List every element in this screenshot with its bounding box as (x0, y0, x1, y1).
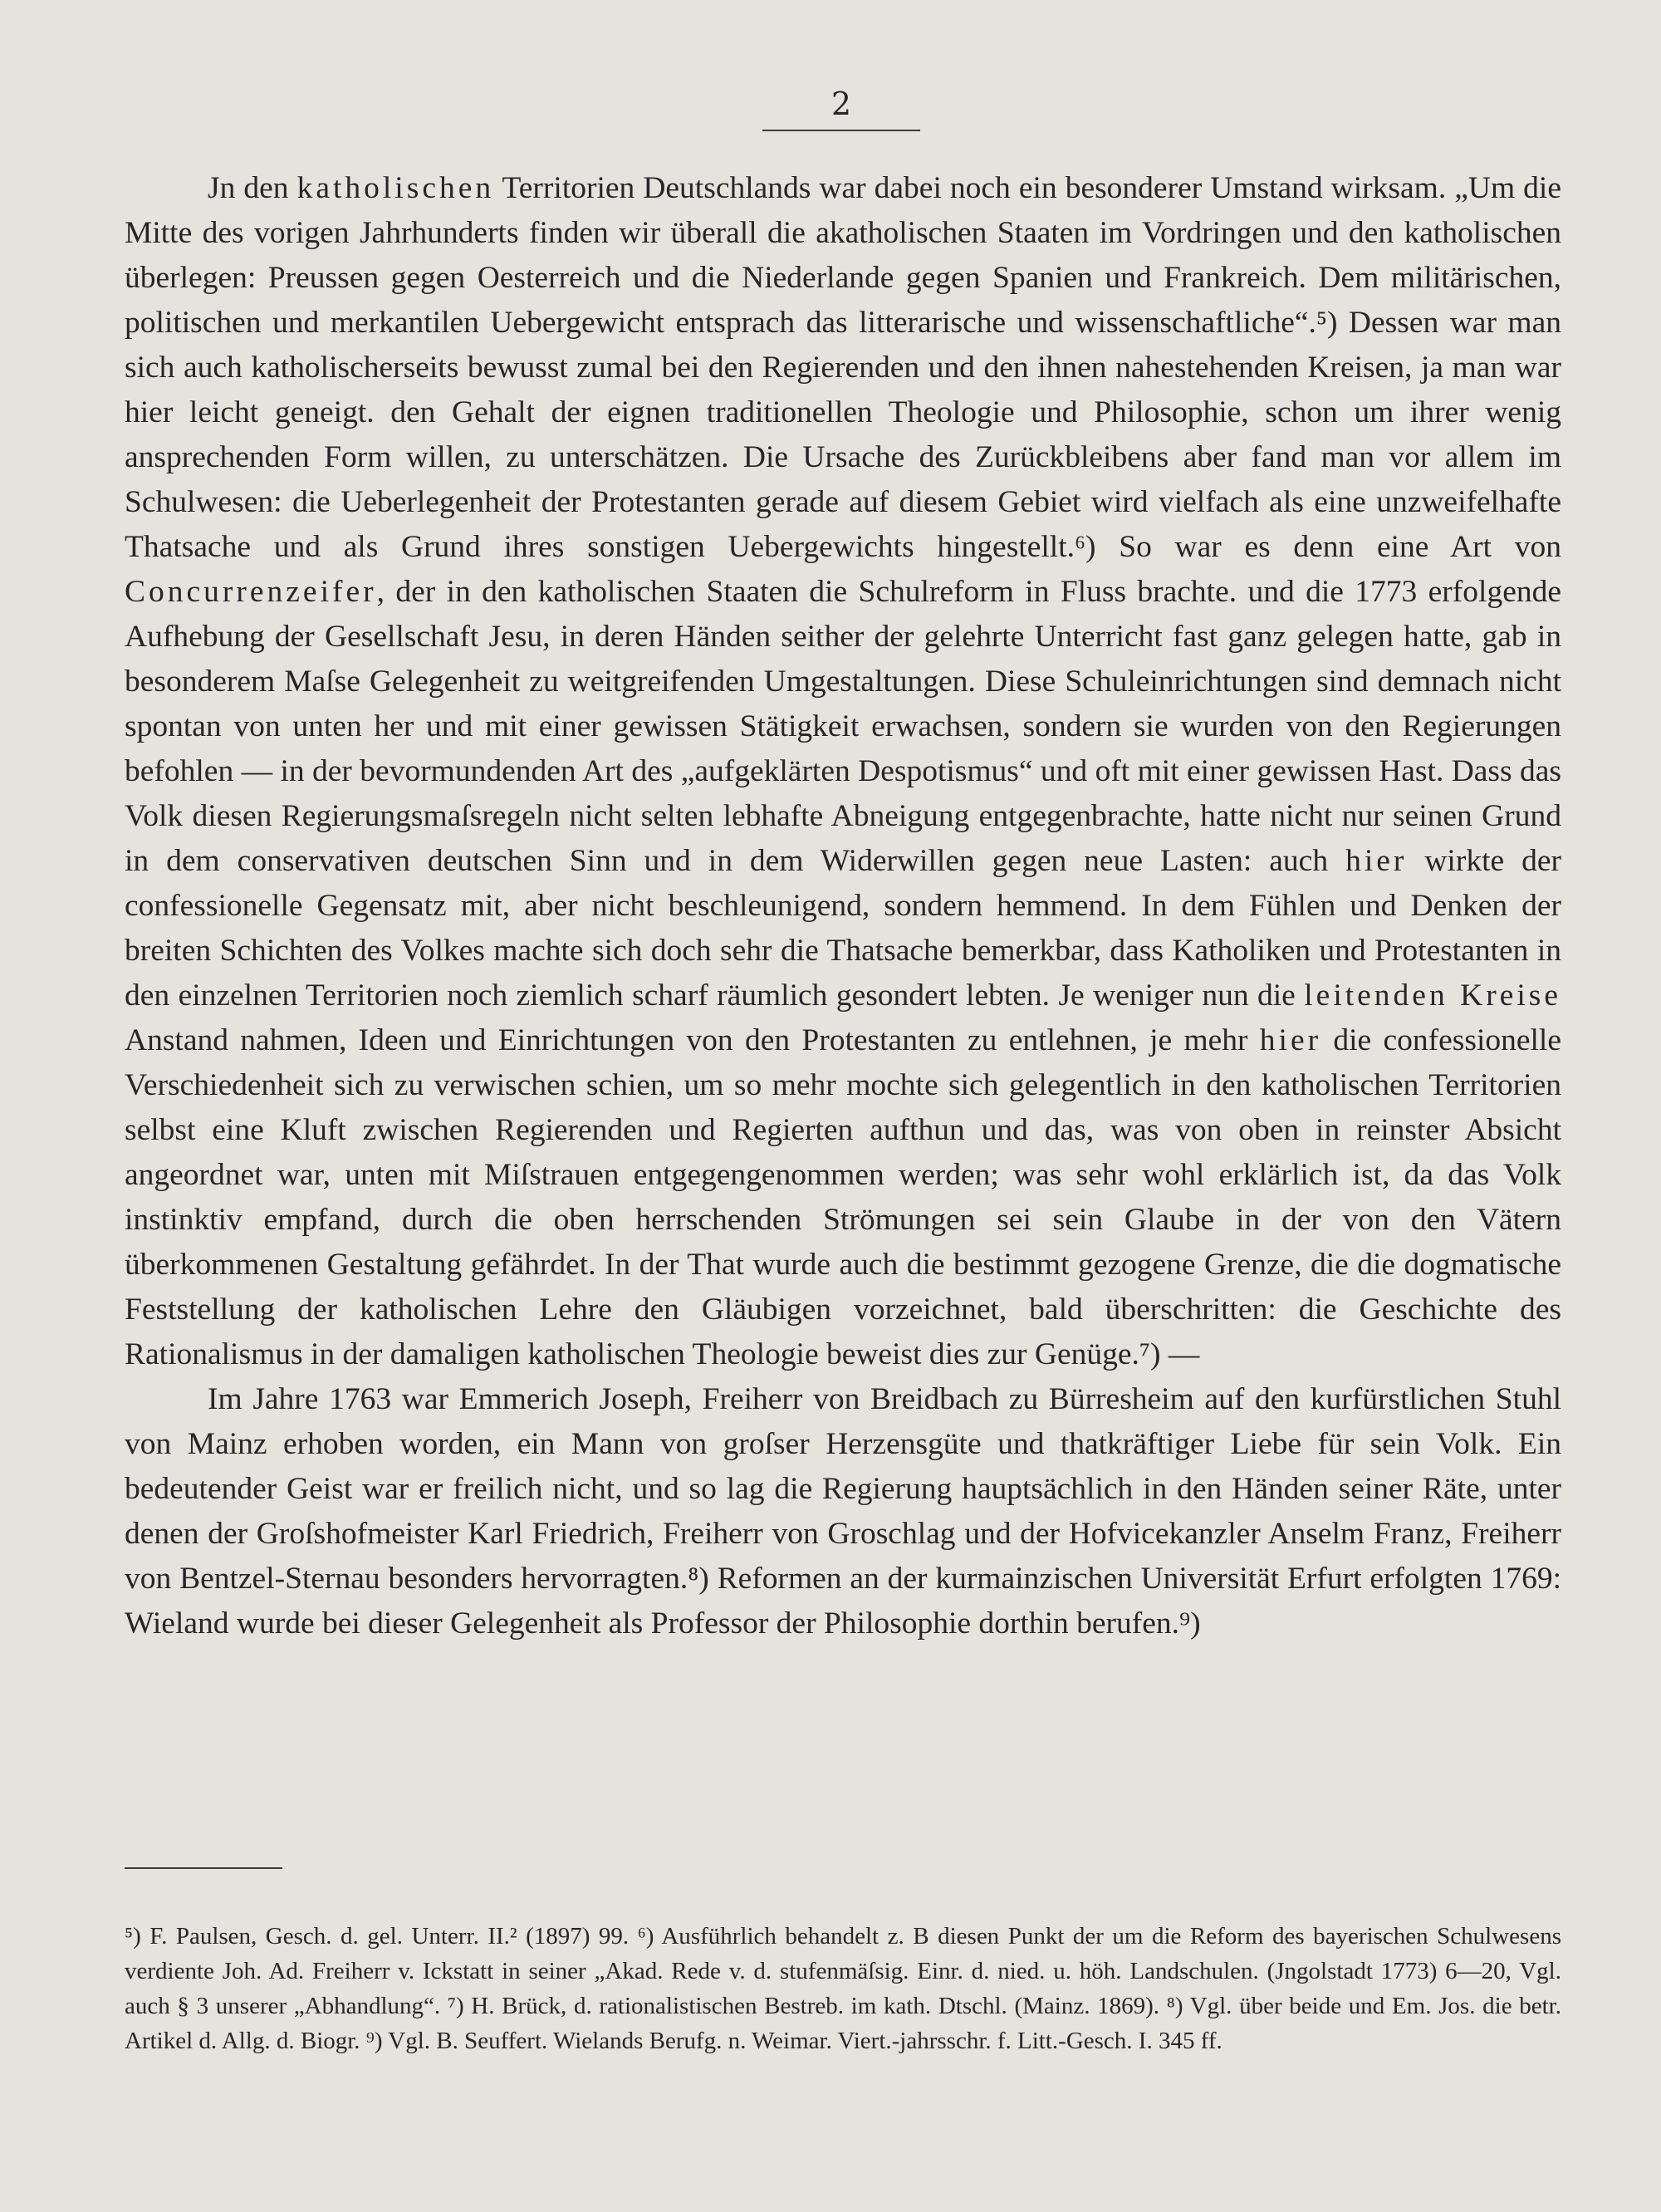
text-run: Im Jahre 1763 war Emmerich Joseph, Freiherr von Breidbach zu Bürresheim auf den kurfürstlichen Stuhl von Mainz erhoben worden, ein Mann von groſser Herzensgüte und thatkräftiger Liebe für sein Volk. Ein bedeutender Geist war er freilich nicht, und so lag die Regierung hauptsächlich in den Händen seiner Räte, unter denen der Groſshofmeister Karl Friedrich, Freiherr von Groschlag und der Hofvicekanzler Anselm Franz, Freiherr von Bentzel-Sternau besonders hervorragten.⁸) Reformen an der kurmainzischen Universität Erfurt erfolgten 1769: Wieland wurde bei dieser Gelegenheit als Professor der Philosophie dorthin berufen.⁹) (125, 1382, 1561, 1641)
spaced-emphasis: Concurrenzeifer (125, 575, 377, 609)
paragraph (125, 166, 1561, 1377)
text-run: Jn den (208, 171, 297, 205)
text-run: die confessionelle Verschiedenheit sich zu verwischen schien, um so mehr mochte sich gelegentlich in den katholischen Territorien selbst eine Kluft zwischen Regierenden und Regierten aufthun und das, was von oben in reinster Absicht angeordnet war, unten mit Miſstrauen entgegengenommen werden; was sehr wohl erklärlich ist, da das Volk instinktiv empfand, durch die oben herrschenden Strömungen sei sein Glaube in der von den Vätern überkommenen Gestaltung gefährdet. In der That wurde auch die bestimmt gezogene Grenze, die die dogmatische Feststellung der katholischen Lehre den Gläubigen vorzeichnet, bald überschritten: die Geschichte des Rationalismus in der damaligen katholischen Theologie beweist dies zur Genüge.⁷) — (125, 1023, 1561, 1371)
page-number-rule (762, 130, 920, 131)
spaced-emphasis: hier (1345, 844, 1408, 878)
text-run: Anstand nahmen, Ideen und Einrichtungen von den Protestanten zu entlehnen, je mehr (125, 1023, 1260, 1057)
text-run: Territorien Deutschlands war dabei noch ein besonderer Umstand wirksam. „Um die Mitte des vorigen Jahrhunderts finden wir überall die akatholischen Staaten im Vordringen und den katholischen überlegen: Preussen gegen Oesterreich und die Niederlande gegen Spanien und Frankreich. Dem militärischen, politischen und merkantilen Uebergewicht entsprach das litterarische und wissenschaftliche“.⁵) Dessen war man sich auch katholischerseits bewusst zumal bei den Regierenden und den ihnen nahestehenden Kreisen, ja man war hier leicht geneigt. den Gehalt der eignen traditionellen Theologie und Philosophie, schon um ihrer wenig ansprechenden Form willen, zu unterschätzen. Die Ursache des Zurückbleibens aber fand man vor allem im Schulwesen: die Ueberlegenheit der Protestanten gerade auf diesem Gebiet wird vielfach als eine unzweifelhafte Thatsache und als Grund ihres sonstigen Uebergewichts hingestellt.⁶) So war es denn eine Art von (125, 171, 1561, 564)
footnote-rule (125, 1867, 282, 1869)
spaced-emphasis: hier (1259, 1023, 1322, 1057)
footnote-block: ⁵) F. Paulsen, Gesch. d. gel. Unterr. II.² (1897) 99. ⁶) Ausführlich behandelt z. B diesen Punkt der um die Reform des bayerischen Schulwesens verdiente Joh. Ad. Freiherr v. Ickstatt in seiner „Akad. Rede v. d. stufenmäſsig. Einr. d. nied. u. höh. Landschulen. (Jngolstadt 1773) 6—20, Vgl. auch § 3 unserer „Abhandlung“. ⁷) H. Brück, d. rationalistischen Bestreb. im kath. Dtschl. (Mainz. 1869). ⁸) Vgl. über beide und Em. Jos. die betr. Artikel d. Allg. d. Biogr. ⁹) Vgl. B. Seuffert. Wielands Berufg. n. Weimar. Viert.-jahrsschr. f. Litt.-Gesch. I. 345 ff. (125, 1923, 1561, 2054)
page-number: 2 (830, 86, 852, 122)
text-run: wirkte der confessionelle Gegensatz mit, aber nicht beschleunigend, sondern hemmend. In dem Fühlen und Denken der breiten Schichten des Volkes machte sich doch sehr die Thatsache bemerkbar, dass Katholiken und Protestanten in den einzelnen Territorien noch ziemlich scharf räumlich gesondert lebten. Je weniger nun die (125, 844, 1562, 1013)
spaced-emphasis: leitenden Kreise (1304, 978, 1562, 1013)
paragraph (125, 1377, 1561, 1646)
footnotes (125, 1919, 1561, 2058)
spaced-emphasis: katholischen (296, 171, 495, 205)
text-run: , der in den katholischen Staaten die Schulreform in Fluss brachte. und die 1773 erfolgende Aufhebung der Gesellschaft Jesu, in deren Händen seither der gelehrte Unterricht fast ganz gelegen hatte, gab in besonderem Maſse Gelegenheit zu weitgreifenden Umgestaltungen. Diese Schuleinrichtungen sind demnach nicht spontan von unten her und mit einer gewissen Stätigkeit erwachsen, sondern sie wurden von den Regierungen befohlen — in der bevormundenden Art des „aufgeklärten Despotismus“ und oft mit einer gewissen Hast. Dass das Volk diesen Regierungsmaſsregeln nicht selten lebhafte Abneigung entgegenbrachte, hatte nicht nur seinen Grund in dem conservativen deutschen Sinn und in dem Widerwillen gegen neue Lasten: auch (125, 575, 1561, 878)
body-text (125, 166, 1561, 1646)
